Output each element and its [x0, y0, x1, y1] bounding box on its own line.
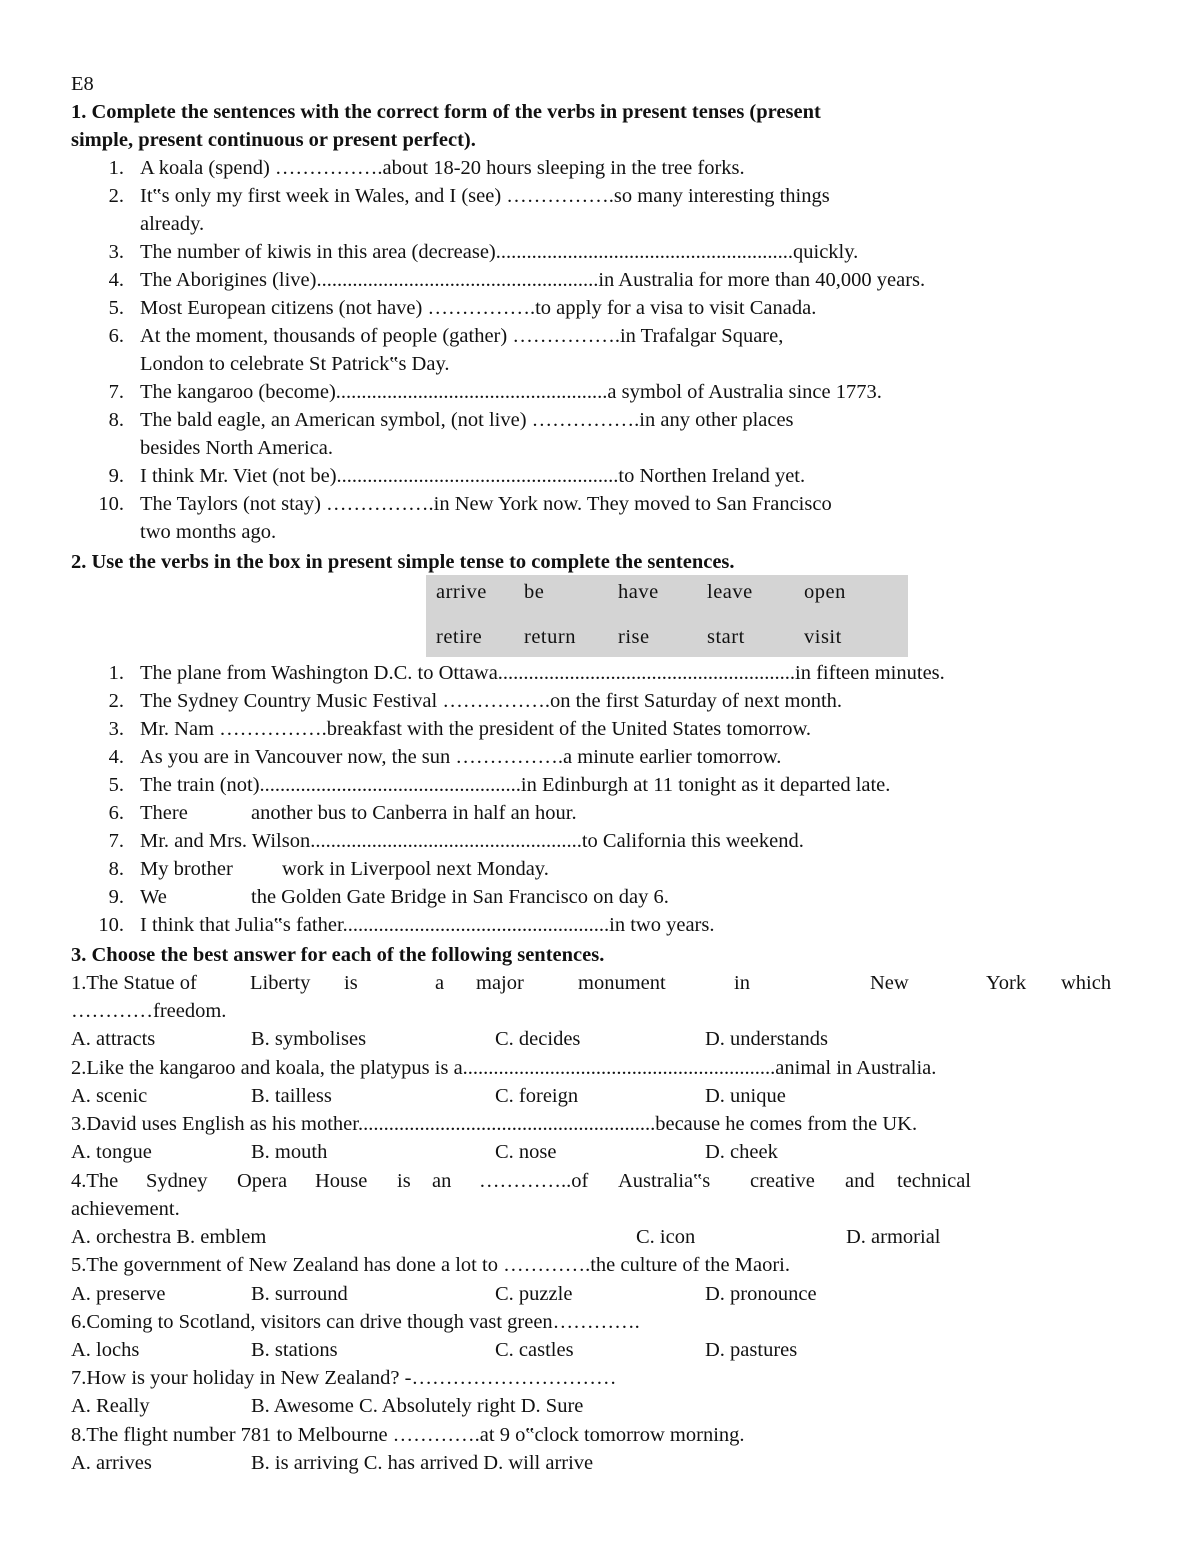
- ex2-item-number: 1.: [108, 662, 124, 684]
- ex1-title-line2: simple, present continuous or present perfect).: [71, 129, 476, 151]
- ex1-title-line1: 1. Complete the sentences with the correct form of the verbs in present tenses (present: [71, 101, 821, 123]
- q4-text-cont: achievement.: [71, 1198, 180, 1220]
- ex2-item-number: 4.: [108, 746, 124, 768]
- q8-option-a: A. arrives: [71, 1452, 152, 1474]
- q7-text: 7.How is your holiday in New Zealand? -…………………………: [71, 1367, 617, 1389]
- q2-option-a: A. scenic: [71, 1085, 148, 1107]
- ex1-item-text-cont: London to celebrate St Patrick‟s Day.: [140, 353, 450, 375]
- verb-box-word: return: [524, 626, 576, 648]
- ex2-item-text-end: the Golden Gate Bridge in San Francisco on day 6.: [251, 886, 669, 908]
- q2-option-b: B. tailless: [251, 1085, 332, 1107]
- ex2-title: 2. Use the verbs in the box in present simple tense to complete the sentences.: [71, 551, 735, 573]
- verb-box-word: open: [804, 581, 846, 603]
- ex2-item-text-start: We: [140, 886, 167, 908]
- q1-word: a: [435, 972, 445, 994]
- q8-option-bcd: B. is arriving C. has arrived D. will arrive: [251, 1452, 594, 1474]
- ex2-item-number: 8.: [108, 858, 124, 880]
- ex2-item-text: The train (not)...................................................in Edinburgh at 11 tonight as it departed late.: [140, 774, 891, 796]
- q4-option-ab: A. orchestra B. emblem: [71, 1226, 267, 1248]
- ex1-item-text: A koala (spend) …………….about 18-20 hours sleeping in the tree forks.: [140, 157, 745, 179]
- ex2-item-number: 3.: [108, 718, 124, 740]
- ex1-item-text: The Taylors (not stay) …………….in New York now. They moved to San Francisco: [140, 493, 832, 515]
- q6-option-c: C. castles: [495, 1339, 574, 1361]
- q7-option-bcd: B. Awesome C. Absolutely right D. Sure: [251, 1395, 584, 1417]
- q3-text: 3.David uses English as his mother..........................................................because he comes from the UK.: [71, 1113, 918, 1135]
- q1-text-cont: …………freedom.: [71, 1000, 227, 1022]
- q4-word: technical: [897, 1170, 971, 1192]
- worksheet-code: E8: [71, 73, 94, 95]
- ex1-item-number: 4.: [108, 269, 124, 291]
- q3-option-a: A. tongue: [71, 1141, 152, 1163]
- ex2-item-text-end: work in Liverpool next Monday.: [282, 858, 549, 880]
- ex2-item-text: Mr. Nam …………….breakfast with the president of the United States tomorrow.: [140, 718, 812, 740]
- ex2-item-text: The Sydney Country Music Festival …………….on the first Saturday of next month.: [140, 690, 843, 712]
- ex1-item-text: At the moment, thousands of people (gather) …………….in Trafalgar Square,: [140, 325, 784, 347]
- verb-box-word: visit: [804, 626, 842, 648]
- q1-word: major: [476, 972, 524, 994]
- ex2-item-number: 7.: [108, 830, 124, 852]
- q1-word: monument: [578, 972, 666, 994]
- q4-word: Opera: [237, 1170, 288, 1192]
- q1-word: in: [734, 972, 750, 994]
- q5-option-c: C. puzzle: [495, 1283, 573, 1305]
- q6-option-d: D. pastures: [705, 1339, 798, 1361]
- ex1-item-number: 1.: [108, 157, 124, 179]
- ex2-item-number: 9.: [108, 886, 124, 908]
- ex1-item-text: It‟s only my first week in Wales, and I (see) …………….so many interesting things: [140, 185, 830, 207]
- verb-box-word: have: [618, 581, 659, 603]
- ex2-item-text: As you are in Vancouver now, the sun …………….a minute earlier tomorrow.: [140, 746, 782, 768]
- ex1-item-text: I think Mr. Viet (not be).......................................................to Northen Ireland yet.: [140, 465, 806, 487]
- verb-box-word: be: [524, 581, 545, 603]
- q1-option-d: D. understands: [705, 1028, 828, 1050]
- verb-box-word: arrive: [436, 581, 487, 603]
- q1-word: which: [1061, 972, 1112, 994]
- q4-word: Australia‟s: [618, 1170, 711, 1192]
- ex1-item-text: The Aborigines (live).......................................................in Australia for more than 40,000 years.: [140, 269, 926, 291]
- ex1-item-text-cont: already.: [140, 213, 205, 235]
- q4-option-d: D. armorial: [846, 1226, 941, 1248]
- q6-text: 6.Coming to Scotland, visitors can drive though vast green………….: [71, 1311, 640, 1333]
- ex2-item-text-end: another bus to Canberra in half an hour.: [251, 802, 577, 824]
- ex2-item-text: Mr. and Mrs. Wilson.....................................................to California this weekend.: [140, 830, 804, 852]
- q6-option-b: B. stations: [251, 1339, 338, 1361]
- q5-text: 5.The government of New Zealand has done a lot to ………….the culture of the Maori.: [71, 1254, 791, 1276]
- q2-text: 2.Like the kangaroo and koala, the platypus is a.............................................................animal in Australia.: [71, 1057, 937, 1079]
- verb-box-word: start: [707, 626, 745, 648]
- q4-word: House: [315, 1170, 368, 1192]
- q4-word: is: [397, 1170, 411, 1192]
- ex2-item-number: 6.: [108, 802, 124, 824]
- ex1-item-text: The bald eagle, an American symbol, (not live) …………….in any other places: [140, 409, 794, 431]
- ex1-item-number: 6.: [108, 325, 124, 347]
- ex2-item-number: 10.: [98, 914, 124, 936]
- q1-option-c: C. decides: [495, 1028, 581, 1050]
- ex1-item-number: 3.: [108, 241, 124, 263]
- ex1-item-number: 2.: [108, 185, 124, 207]
- ex2-item-text-start: My brother: [140, 858, 233, 880]
- ex3-title: 3. Choose the best answer for each of the following sentences.: [71, 944, 605, 966]
- q5-option-a: A. preserve: [71, 1283, 166, 1305]
- ex1-item-number: 8.: [108, 409, 124, 431]
- verb-box-word: rise: [618, 626, 650, 648]
- ex1-item-text: The number of kiwis in this area (decrease)..........................................................quickly.: [140, 241, 859, 263]
- ex1-item-text: Most European citizens (not have) …………….to apply for a visa to visit Canada.: [140, 297, 817, 319]
- verb-box-word: retire: [436, 626, 483, 648]
- ex1-item-text: The kangaroo (become).....................................................a symbol of Australia since 1773.: [140, 381, 882, 403]
- ex2-item-text: I think that Julia‟s father....................................................in two years.: [140, 914, 715, 936]
- q3-option-d: D. cheek: [705, 1141, 778, 1163]
- ex2-item-number: 2.: [108, 690, 124, 712]
- ex2-item-text: The plane from Washington D.C. to Ottawa..........................................................in fifteen minutes.: [140, 662, 945, 684]
- q1-option-b: B. symbolises: [251, 1028, 367, 1050]
- q4-word: …………..of: [479, 1170, 589, 1192]
- q4-option-c: C. icon: [636, 1226, 696, 1248]
- q1-word: New: [870, 972, 909, 994]
- q8-text: 8.The flight number 781 to Melbourne ………….at 9 o‟clock tomorrow morning.: [71, 1424, 745, 1446]
- ex1-item-text-cont: besides North America.: [140, 437, 333, 459]
- q4-word: Sydney: [146, 1170, 208, 1192]
- ex2-item-number: 5.: [108, 774, 124, 796]
- q5-option-d: D. pronounce: [705, 1283, 817, 1305]
- ex2-item-text-start: There: [140, 802, 188, 824]
- verb-box-word: leave: [707, 581, 753, 603]
- q1-word: York: [986, 972, 1027, 994]
- q1-word: 1.The Statue of: [71, 972, 197, 994]
- ex1-item-number: 7.: [108, 381, 124, 403]
- ex1-item-number: 10.: [98, 493, 124, 515]
- q7-option-a: A. Really: [71, 1395, 150, 1417]
- q4-word: and: [845, 1170, 875, 1192]
- q3-option-c: C. nose: [495, 1141, 557, 1163]
- q2-option-c: C. foreign: [495, 1085, 579, 1107]
- ex1-item-text-cont: two months ago.: [140, 521, 277, 543]
- ex1-item-number: 9.: [108, 465, 124, 487]
- q4-word: creative: [750, 1170, 815, 1192]
- ex1-item-number: 5.: [108, 297, 124, 319]
- q5-option-b: B. surround: [251, 1283, 348, 1305]
- q3-option-b: B. mouth: [251, 1141, 328, 1163]
- q6-option-a: A. lochs: [71, 1339, 140, 1361]
- q1-option-a: A. attracts: [71, 1028, 156, 1050]
- q1-word: is: [344, 972, 358, 994]
- q4-word: an: [432, 1170, 452, 1192]
- q4-word: 4.The: [71, 1170, 119, 1192]
- q1-word: Liberty: [250, 972, 311, 994]
- q2-option-d: D. unique: [705, 1085, 786, 1107]
